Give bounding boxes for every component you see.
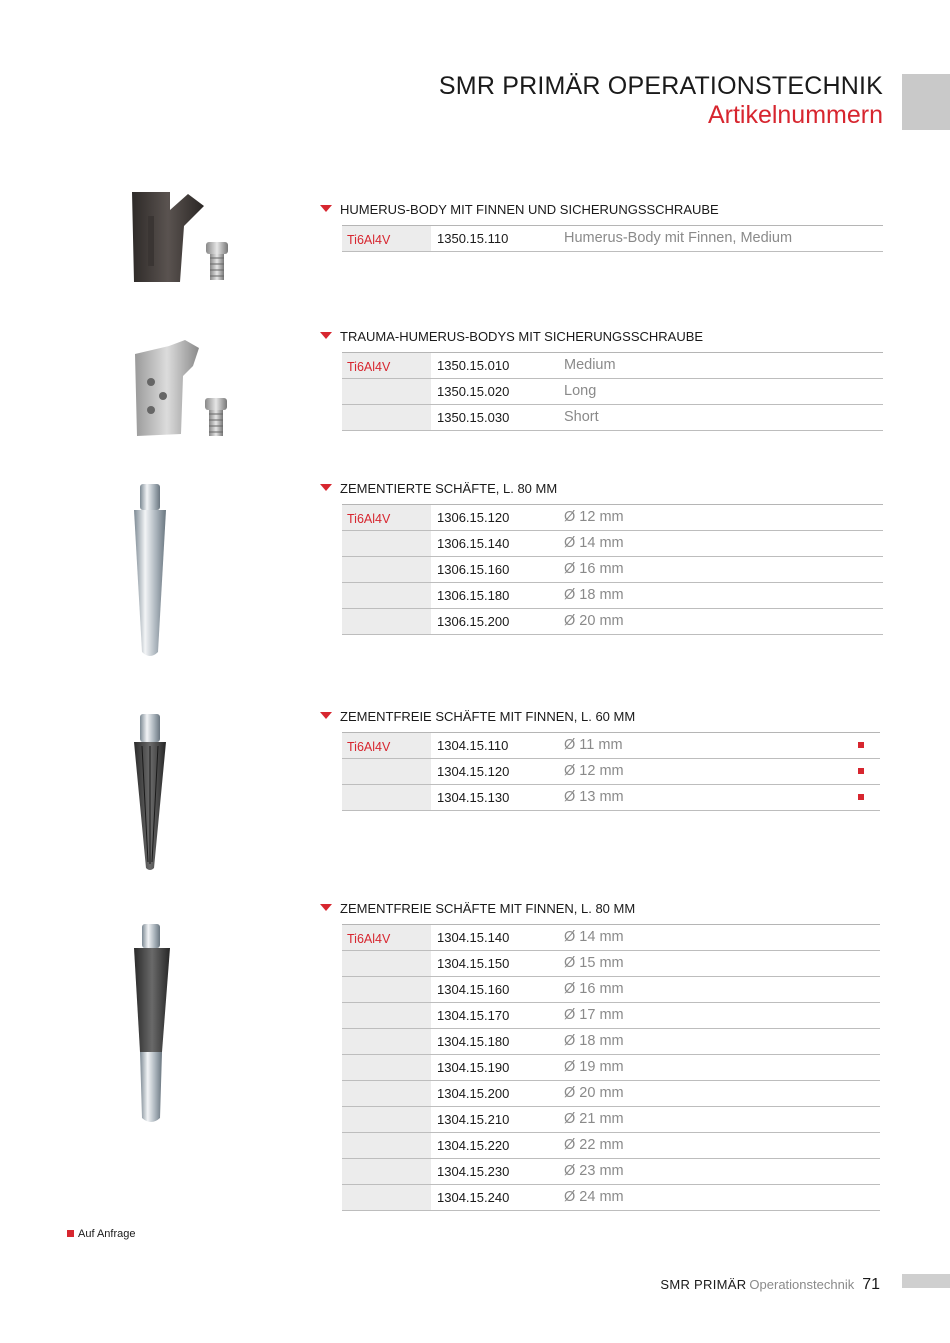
section-heading (320, 328, 883, 346)
cemented-stem-image (128, 482, 172, 660)
section-cementless-stems-80 (320, 900, 883, 1211)
table-row: 1350.15.110 Humerus-Body mit Finnen, Medium (342, 226, 883, 252)
table-row: 1304.15.200 Ø 20 mm (342, 1081, 880, 1107)
triangle-bullet-icon (320, 904, 332, 911)
section-heading (320, 900, 883, 918)
section-heading (320, 708, 883, 726)
material-cell: Ti6Al4V (342, 353, 431, 430)
section-humerus-body (320, 201, 883, 252)
table-row: 1304.15.230 Ø 23 mm (342, 1159, 880, 1185)
table-row: 1304.15.190 Ø 19 mm (342, 1055, 880, 1081)
table-row: 1304.15.150 Ø 15 mm (342, 951, 880, 977)
article-table (342, 504, 883, 635)
article-table (342, 732, 880, 811)
section-heading (320, 480, 883, 498)
page-subtitle: Artikelnummern (707, 101, 883, 129)
triangle-bullet-icon (320, 332, 332, 339)
table-row: 1306.15.120 Ø 12 mm (342, 505, 883, 531)
table-row: 1306.15.200 Ø 20 mm (342, 609, 883, 635)
section-heading-text: ZEMENTFREIE SCHÄFTE MIT FINNEN, L. 80 MM (340, 901, 636, 916)
table-row: 1350.15.020 Long (342, 379, 883, 405)
footer-brand: SMR PRIMÄR (660, 1277, 747, 1292)
section-heading-text: ZEMENTFREIE SCHÄFTE MIT FINNEN, L. 60 MM (340, 709, 636, 724)
table-row: 1304.15.180 Ø 18 mm (342, 1029, 880, 1055)
triangle-bullet-icon (320, 205, 332, 212)
table-row: 1304.15.210 Ø 21 mm (342, 1107, 880, 1133)
table-row: 1304.15.120 Ø 12 mm (342, 759, 880, 785)
table-row: 1304.15.110 Ø 11 mm (342, 733, 880, 759)
cementless-stem-60-image (130, 712, 170, 872)
table-row: 1304.15.130 Ø 13 mm (342, 785, 880, 811)
legend-on-request: Auf Anfrage (67, 1228, 136, 1240)
section-heading (320, 201, 883, 219)
material-cell: Ti6Al4V (342, 733, 431, 810)
material-cell: Ti6Al4V (342, 925, 431, 1210)
page-number: 71 (862, 1276, 880, 1293)
page-footer (660, 1276, 880, 1294)
table-row: 1304.15.160 Ø 16 mm (342, 977, 880, 1003)
footer-brand-sub: Operationstechnik (749, 1277, 855, 1292)
section-heading-text: ZEMENTIERTE SCHÄFTE, L. 80 MM (340, 481, 558, 496)
section-cementless-stems-60 (320, 708, 883, 811)
page-tab-marker (902, 74, 950, 130)
article-table (342, 352, 883, 431)
humerus-body-image (118, 186, 248, 290)
on-request-marker-icon (858, 742, 864, 748)
on-request-marker-icon (67, 1230, 74, 1237)
section-cemented-stems (320, 480, 883, 635)
triangle-bullet-icon (320, 484, 332, 491)
trauma-humerus-body-image (125, 336, 245, 442)
material-cell: Ti6Al4V (342, 226, 431, 251)
article-table (342, 924, 880, 1211)
table-row: 1350.15.010 Medium (342, 353, 883, 379)
page-title: SMR PRIMÄR OPERATIONSTECHNIK (438, 72, 883, 100)
on-request-marker-icon (858, 768, 864, 774)
article-table (342, 225, 883, 252)
section-heading-text: TRAUMA-HUMERUS-BODYS MIT SICHERUNGSSCHRAUBE (340, 329, 704, 344)
table-row: 1306.15.140 Ø 14 mm (342, 531, 883, 557)
table-row: 1306.15.160 Ø 16 mm (342, 557, 883, 583)
table-row: 1304.15.140 Ø 14 mm (342, 925, 880, 951)
table-row: 1304.15.220 Ø 22 mm (342, 1133, 880, 1159)
triangle-bullet-icon (320, 712, 332, 719)
table-row: 1306.15.180 Ø 18 mm (342, 583, 883, 609)
table-row: 1304.15.170 Ø 17 mm (342, 1003, 880, 1029)
footer-tab-marker (902, 1274, 950, 1288)
table-row: 1350.15.030 Short (342, 405, 883, 431)
section-trauma-humerus-bodys (320, 328, 883, 431)
material-cell: Ti6Al4V (342, 505, 431, 634)
table-row: 1304.15.240 Ø 24 mm (342, 1185, 880, 1211)
section-heading-text: HUMERUS-BODY MIT FINNEN UND SICHERUNGSSCHRAUBE (340, 202, 719, 217)
on-request-marker-icon (858, 794, 864, 800)
cementless-stem-80-image (128, 922, 176, 1126)
